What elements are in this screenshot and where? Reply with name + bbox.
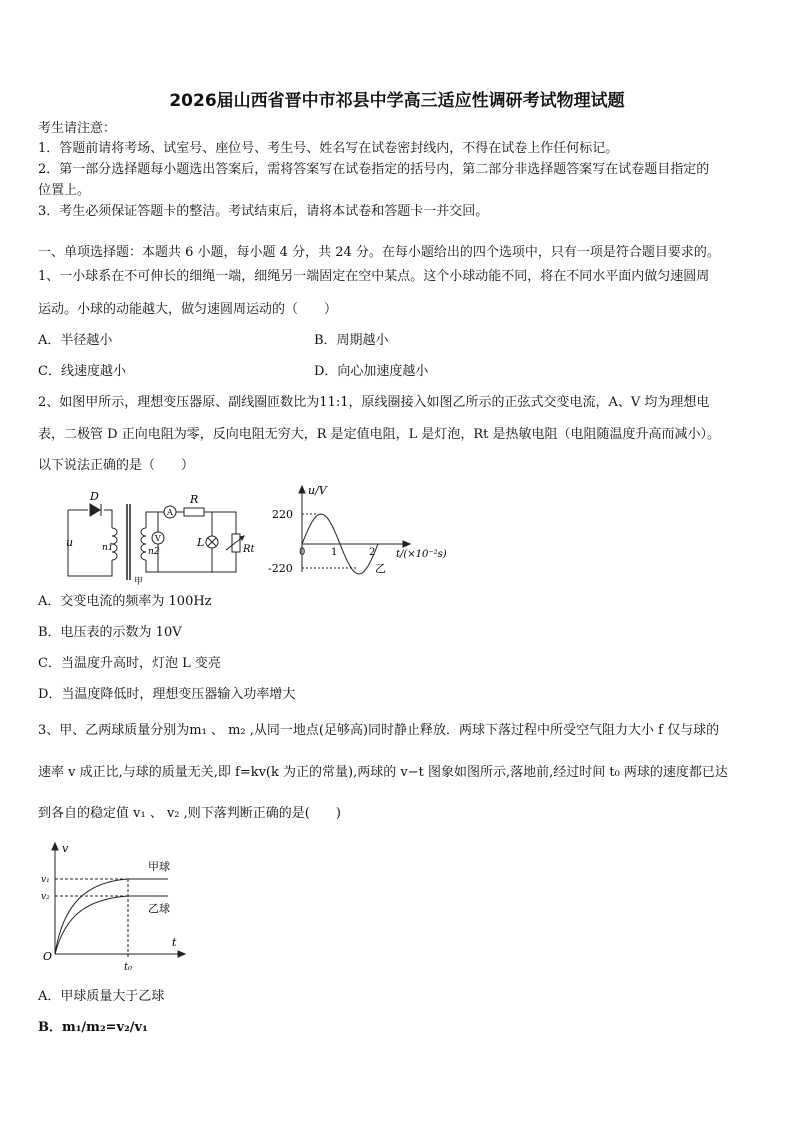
lamp-label: L (197, 536, 205, 549)
q3-option-b: B．m₁/m₂=v₂/v₁ (38, 1020, 148, 1035)
vt-xlabel: t (172, 936, 177, 949)
q1-option-a: A．半径越小 (38, 333, 113, 348)
wave-xlabel: t/(×10⁻²s) (396, 549, 447, 560)
vt-v2: v₂ (41, 892, 50, 902)
n1-label: n1 (102, 543, 114, 553)
wave-t2: 2 (369, 547, 376, 558)
q2-option-d: D．当温度降低时，理想变压器输入功率增大 (38, 687, 296, 702)
wave-ymin: -220 (268, 562, 293, 575)
resistor-label: R (190, 493, 199, 506)
q1-option-d: D．向心加速度越小 (314, 364, 429, 379)
vt-v1: v₁ (41, 875, 50, 885)
q3-option-a: A．甲球质量大于乙球 (38, 989, 165, 1004)
wave-t1: 1 (331, 547, 338, 558)
notice-heading: 考生请注意： (38, 121, 117, 136)
diode-label: D (90, 490, 99, 503)
section-heading: 一、单项选择题：本题共 6 小题，每小题 4 分，共 24 分。在每小题给出的四个选项中，只有一项是符合题目要求的。 (38, 245, 720, 260)
q2-option-a: A．交变电流的频率为 100Hz (38, 594, 212, 609)
q1-option-b: B．周期越小 (314, 333, 389, 348)
q1-option-c: C．线速度越小 (38, 364, 126, 379)
circuit-diagram (60, 488, 260, 588)
vt-t0: t₀ (124, 962, 133, 973)
q1-stem: 1、一小球系在不可伸长的细绳一端，细绳另一端固定在空中某点。这个小球动能不同，将在不同水平面内做匀速圆周 (38, 269, 710, 284)
figure-jia-label: 甲 (134, 577, 144, 587)
notice-item: 位置上。 (38, 183, 91, 198)
q3-stem: 速率 v 成正比,与球的质量无关,即 f=kv(k 为正的常量),两球的 v−t 图象如图所示,落地前,经过时间 t₀ 两球的速度都已达 (38, 765, 728, 780)
figure-yi-label: 乙 (375, 562, 386, 575)
notice-item: 1．答题前请将考场、试室号、座位号、考生号、姓名写在试卷密封线内，不得在试卷上作任何标记。 (38, 141, 619, 156)
q2-option-c: C．当温度升高时，灯泡 L 变亮 (38, 656, 221, 671)
voltmeter-label: V (155, 534, 161, 543)
n2-label: n2 (148, 547, 160, 557)
wave-ymax: 220 (272, 508, 293, 521)
thermistor-label: Rt (243, 544, 255, 555)
vt-yi-label: 乙球 (148, 902, 170, 915)
vt-ylabel: v (62, 842, 69, 855)
q1-stem: 运动。小球的动能越大，做匀速圆周运动的（ ） (38, 302, 338, 317)
q2-stem: 表，二极管 D 正向电阻为零，反向电阻无穷大，R 是定值电阻，L 是灯泡，Rt 是热敏电阻（电阻随温度升高而减小）。 (38, 427, 721, 442)
vt-origin: O (43, 950, 53, 963)
source-label: u (66, 536, 74, 549)
q2-stem: 2、如图甲所示，理想变压器原、副线圈匝数比为11:1，原线圈接入如图乙所示的正弦式交变电流，A、V 均为理想电 (38, 395, 710, 410)
q2-option-b: B．电压表的示数为 10V (38, 625, 182, 640)
waveform-graph (268, 484, 448, 576)
q3-stem: 到各自的稳定值 v₁ 、 v₂ ,则下落判断正确的是( ) (38, 806, 341, 821)
q3-stem: 3、甲、乙两球质量分别为m₁ 、 m₂ ,从同一地点(足够高)同时静止释放．两球下落过程中所受空气阻力大小 f 仅与球的 (38, 723, 720, 738)
notice-item: 3．考生必须保证答题卡的整洁。考试结束后，请将本试卷和答题卡一并交回。 (38, 204, 489, 219)
q2-stem: 以下说法正确的是（ ） (38, 458, 195, 473)
vt-jia-label: 甲球 (148, 860, 170, 873)
vt-graph (38, 842, 188, 974)
ammeter-label: A (167, 508, 173, 517)
wave-t0: 0 (299, 547, 306, 558)
page-title: 2026届山西省晋中市祁县中学高三适应性调研考试物理试题 (169, 91, 625, 111)
wave-ylabel: u/V (308, 484, 327, 497)
notice-item: 2．第一部分选择题每小题选出答案后，需将答案写在试卷指定的括号内，第二部分非选择题答案写在试卷题目指定的 (38, 162, 710, 177)
